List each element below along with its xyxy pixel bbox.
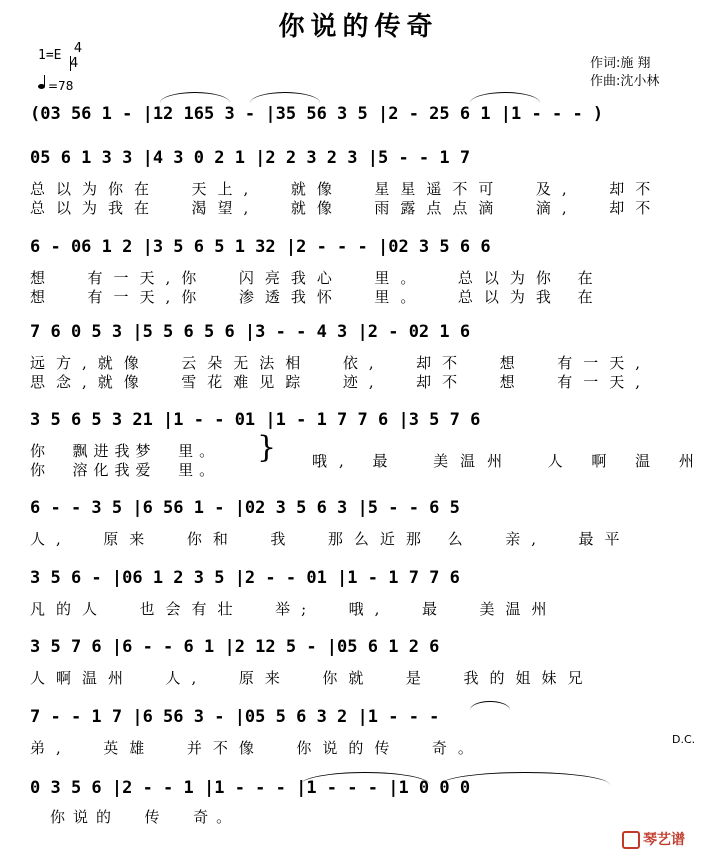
key-signature: 1=E: [38, 48, 62, 63]
page-title: 你说的传奇: [278, 12, 439, 42]
lyric-line: 弟, 英雄 并不像 你说的传 奇。: [30, 739, 484, 757]
time-signature: [70, 41, 86, 71]
staff-system-6: [0, 568, 717, 618]
lyric-verse-2: 你 溶化我爱 里。: [30, 461, 221, 479]
music-line: 3 5 6 - |06 1 2 3 5 |2 - - 01 |1 - 1 7 7 6: [30, 568, 460, 588]
tempo-marking: [38, 79, 73, 93]
da-capo-mark: D.C.: [672, 733, 696, 746]
staff-system-8: [0, 707, 717, 757]
music-line: 3 5 7 6 |6 - - 6 1 |2 12 5 - |05 6 1 2 6: [30, 637, 440, 657]
lyric-verse-2: 思念,就像 雪花难见踪 迹, 却不 想 有一天,: [30, 373, 651, 391]
staff-system-7: [0, 637, 717, 687]
slur-mark: [470, 92, 540, 103]
staff-system-5: [0, 498, 717, 548]
slur-mark: [440, 772, 610, 785]
tempo-value: =78: [48, 79, 74, 93]
lyric-chorus: 哦, 最 美温州 人 啊 温 州: [312, 452, 706, 470]
lyric-line: 你说的 传 奇。: [50, 808, 240, 826]
music-line: 7 - - 1 7 |6 56 3 - |05 5 6 3 2 |1 - - -: [30, 707, 440, 727]
slur-mark: [250, 92, 320, 103]
music-line: 6 - - 3 5 |6 56 1 - |02 3 5 6 3 |5 - - 6 5: [30, 498, 460, 518]
lyric-verse-1: 总以为你在 天上, 就像 星星遥不可 及, 却不: [30, 180, 662, 198]
music-line: 0 3 5 6 |2 - - 1 |1 - - - |1 - - - |1 0 0 0: [30, 778, 471, 798]
slur-mark: [160, 92, 230, 103]
slur-mark: [300, 772, 430, 785]
brand-watermark: [622, 829, 685, 849]
lyricist-credit: 作词:施 翔: [590, 56, 651, 71]
time-signature-bottom: 4: [70, 56, 79, 71]
staff-system-3: [0, 322, 717, 392]
lyric-line: 人, 原来 你和 我 那么近那 么 亲, 最平: [30, 530, 631, 548]
piano-logo-icon: [622, 831, 640, 849]
staff-system-1: [0, 148, 717, 218]
lyric-verse-2: 想 有一天,你 渗透我怀 里。 总以为我 在: [30, 288, 604, 306]
brand-text: 琴艺谱: [643, 832, 685, 848]
slur-mark: [470, 701, 510, 710]
lyric-line: 凡的人 也会有壮 举; 哦, 最 美温州: [30, 600, 558, 618]
lyric-verse-1: 你 飘进我梦 里。: [30, 442, 221, 460]
composer-credit: 作曲:沈小林: [590, 74, 660, 89]
lyric-verse-2: 总以为我在 渴望, 就像 雨露点点滴 滴, 却不: [30, 199, 662, 217]
music-line: 7 6 0 5 3 |5 5 6 5 6 |3 - - 4 3 |2 - 02 1 6: [30, 322, 471, 342]
lyric-verse-1: 远方,就像 云朵无法相 依, 却不 想 有一天,: [30, 354, 651, 372]
lyric-line: 人啊温州 人, 原来 你就 是 我的姐妹兄: [30, 669, 594, 687]
staff-system-intro: [0, 98, 717, 138]
lyric-verse-1: 想 有一天,你 闪亮我心 里。 总以为你 在: [30, 269, 604, 287]
quarter-note-icon: [38, 84, 45, 89]
staff-system-9: [0, 778, 717, 828]
time-signature-top: 4: [73, 41, 83, 56]
music-line: 3 5 6 5 3 21 |1 - - 01 |1 - 1 7 7 6 |3 5 7 6: [30, 410, 481, 430]
music-line: 6 - 06 1 2 |3 5 6 5 1 32 |2 - - - |02 3 5 6 6: [30, 237, 491, 257]
music-line: (03 56 1 - |12 165 3 - |35 56 3 5 |2 - 25 6 1 |1 - - - ): [30, 104, 604, 124]
verse-brace: }: [257, 430, 277, 465]
staff-system-4: [0, 410, 717, 480]
staff-system-2: [0, 237, 717, 307]
music-line: 05 6 1 3 3 |4 3 0 2 1 |2 2 3 2 3 |5 - - 1 7: [30, 148, 471, 168]
